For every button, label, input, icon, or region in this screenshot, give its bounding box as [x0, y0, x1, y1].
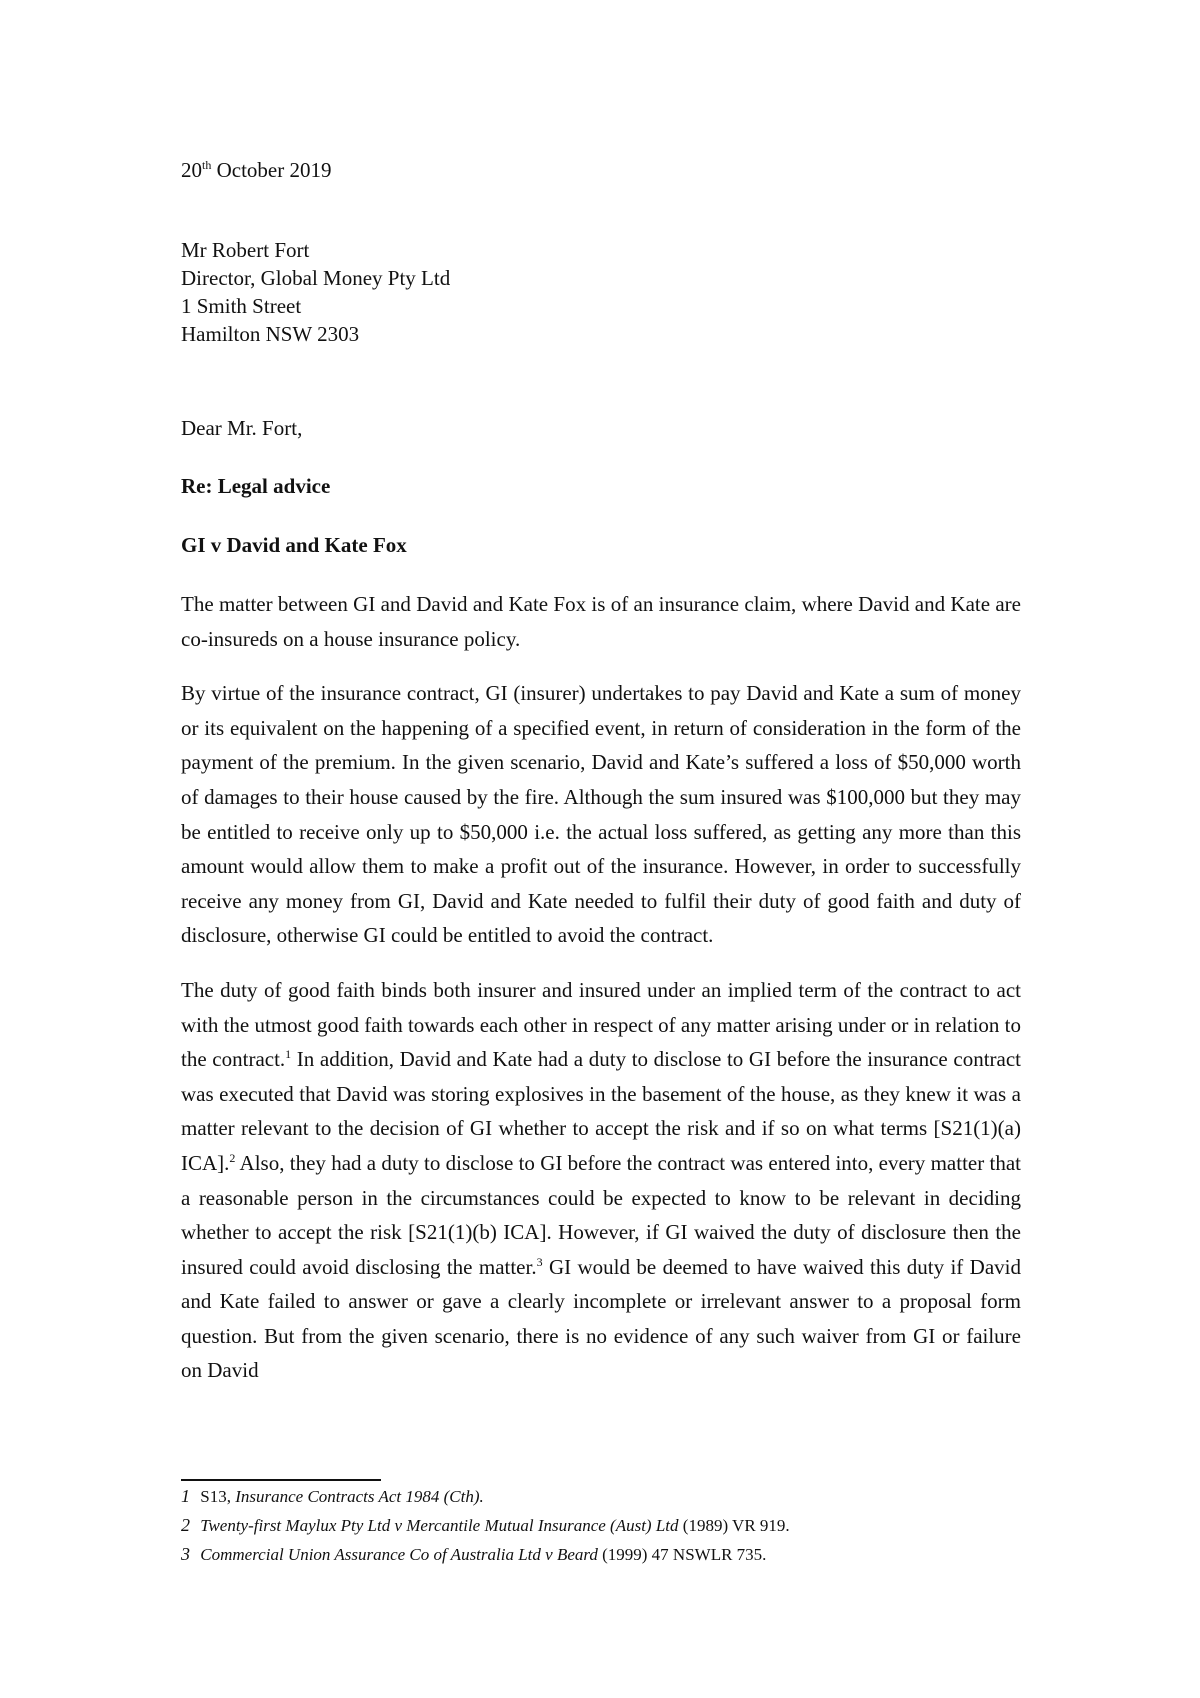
- footnote-number: 2: [181, 1515, 190, 1535]
- body-paragraph-3: [181, 973, 1021, 1388]
- footnote-number: 1: [181, 1486, 190, 1506]
- date-day-suffix: th: [202, 158, 212, 172]
- footnote-3: [181, 1540, 790, 1569]
- recipient-street: 1 Smith Street: [181, 294, 302, 318]
- footnote-text-plain: S13,: [200, 1487, 236, 1506]
- recipient-city: Hamilton NSW 2303: [181, 322, 360, 346]
- paragraph-3-text-c: Also, they had a duty to disclose to GI before the contract was entered into, every matter that a reasonable person in the circumstances could be expected to know to be relevant in deciding whether to accept the risk [S21(1)(b) ICA]. However, if GI waived the duty of disclosure then the insured could avoid disclosing the matter.: [181, 1150, 1021, 1279]
- footnote-2: [181, 1511, 790, 1540]
- re-heading: Re: Legal advice: [181, 474, 331, 498]
- date-day: 20: [181, 158, 202, 182]
- footnote-text-italic: Twenty-first Maylux Pty Ltd v Mercantile Mutual Insurance (Aust) Ltd: [200, 1516, 679, 1535]
- paragraph-3-text-d: GI would be deemed to have waived this duty if David and Kate failed to answer or gave a clearly incomplete or irrelevant answer to a proposal form question. But from the given scenario, there is no evidence of any such waiver from GI or failure on David: [181, 1254, 1022, 1383]
- footnote-separator: [181, 1479, 381, 1481]
- salutation: Dear Mr. Fort,: [181, 416, 303, 440]
- paragraph-3-text-a: The duty of good faith binds both insurer and insured under an implied term of the contract to act with the utmost good faith towards each other in respect of any matter arising under or in relation to the contract.: [181, 977, 1021, 1072]
- paragraph-3-text-b: In addition, David and Kate had a duty to disclose to GI before the insurance contract was executed that David was storing explosives in the basement of the house, as they knew it was a matter relevant to the decision of GI whether to accept the risk and if so on what terms [S21(1)(a) ICA].: [181, 1047, 1021, 1175]
- footnote-text-italic: Insurance Contracts Act 1984 (Cth).: [235, 1487, 484, 1506]
- footnote-ref-3[interactable]: 3: [536, 1254, 543, 1269]
- footnote-text-italic: Commercial Union Assurance Co of Australia Ltd v Beard: [200, 1545, 598, 1564]
- footnote-text-plain: (1999) 47 NSWLR 735.: [597, 1545, 767, 1564]
- footnotes: [181, 1482, 790, 1569]
- body-paragraph-1: The matter between GI and David and Kate Fox is of an insurance claim, where David and Kate are co-insureds on a house insurance policy.: [181, 592, 1021, 651]
- case-heading: GI v David and Kate Fox: [181, 533, 407, 557]
- letter-body: [181, 587, 1021, 1408]
- recipient-name: Mr Robert Fort: [181, 238, 310, 262]
- footnote-text-plain: (1989) VR 919.: [678, 1516, 790, 1535]
- letter-date: [181, 156, 331, 184]
- footnote-1: [181, 1482, 790, 1511]
- footnote-number: 3: [181, 1544, 190, 1564]
- date-month-year: October 2019: [211, 158, 332, 182]
- body-paragraph-2: By virtue of the insurance contract, GI (insurer) undertakes to pay David and Kate a sum of money or its equivalent on the happening of a specified event, in return of consideration in the form of the payment of the premium. In the given scenario, David and Kate’s suffered a loss of $50,000 worth of damages to their house caused by the fire. Although the sum insured was $100,000 but they may be entitled to receive only up to $50,000 i.e. the actual loss suffered, as getting any more than this amount would allow them to make a profit out of the insurance. However, in order to successfully receive any money from GI, David and Kate needed to fulfil their duty of good faith and duty of disclosure, otherwise GI could be entitled to avoid the contract.: [181, 681, 1021, 948]
- recipient-title: Director, Global Money Pty Ltd: [181, 266, 451, 290]
- footnote-ref-1[interactable]: 1: [285, 1047, 292, 1062]
- recipient-address-block: [181, 236, 450, 348]
- footnote-ref-2[interactable]: 2: [229, 1150, 236, 1165]
